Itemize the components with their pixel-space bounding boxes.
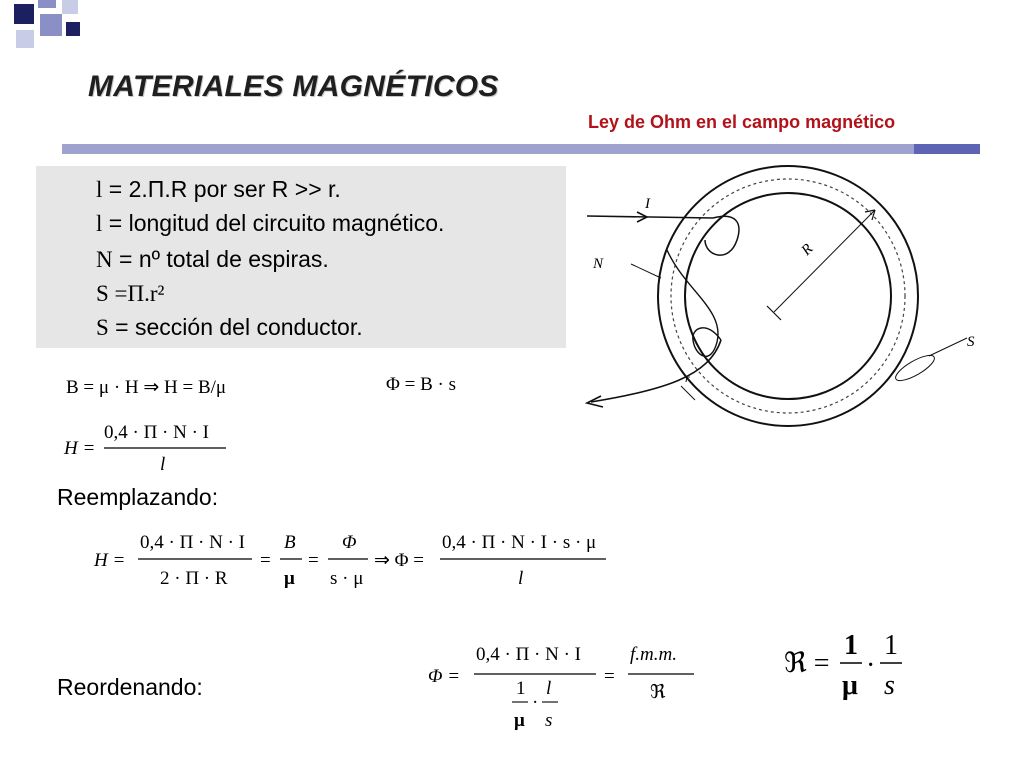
r-f4-num: 0,4 · Π · N · I · s · μ bbox=[442, 532, 597, 553]
label-section: S bbox=[967, 334, 975, 350]
definition-symbol: N bbox=[96, 247, 113, 272]
definition-symbol: l bbox=[96, 211, 103, 236]
definition-text: = longitud del circuito magnético. bbox=[102, 210, 445, 236]
label-n-leader bbox=[631, 264, 661, 278]
h-denominator: l bbox=[160, 454, 166, 475]
page-title: MATERIALES MAGNÉTICOS bbox=[88, 70, 499, 103]
reordenando-label: Reordenando: bbox=[57, 674, 203, 700]
deco-square bbox=[16, 30, 34, 48]
deco-square bbox=[40, 14, 62, 36]
r-f1-num: 0,4 · Π · N · I bbox=[140, 532, 246, 553]
current-input-wire bbox=[587, 216, 713, 218]
o-eq: = bbox=[604, 666, 615, 687]
header-divider bbox=[62, 144, 980, 154]
definition-text: = nº total de espiras. bbox=[112, 246, 329, 272]
equation-reluctance bbox=[782, 626, 912, 706]
definition-symbol: S bbox=[96, 315, 109, 340]
h-numerator: 0,4 · Π · N · I bbox=[104, 422, 210, 443]
rel-dot: · bbox=[866, 650, 876, 681]
o-den-dot: · bbox=[532, 692, 539, 713]
equation-h-fraction bbox=[60, 416, 260, 476]
o-d2-den: s bbox=[545, 710, 553, 731]
r-f3-den: s · μ bbox=[330, 568, 364, 589]
radius-center-tick bbox=[767, 306, 781, 320]
reemplazando-label: Reemplazando: bbox=[57, 484, 219, 510]
label-current: I bbox=[645, 196, 650, 212]
o-d2-num: l bbox=[546, 678, 552, 699]
definition-text: =Π.r² bbox=[108, 281, 165, 306]
definitions-box bbox=[36, 166, 566, 348]
deco-square bbox=[62, 0, 78, 14]
deco-square bbox=[66, 22, 80, 36]
rel-f1-num: 1 bbox=[844, 630, 858, 661]
rel-lhs: ℜ = bbox=[784, 648, 830, 679]
r-f3-num: Φ bbox=[342, 532, 357, 553]
definition-symbol: l bbox=[96, 177, 103, 202]
toroid-mean-path bbox=[671, 179, 905, 413]
r-implies: ⇒ Φ = bbox=[374, 550, 425, 571]
definition-text: = sección del conductor. bbox=[108, 314, 363, 340]
label-radius: R bbox=[798, 241, 817, 259]
r-lhs: H = bbox=[94, 550, 126, 571]
header-divider-accent bbox=[914, 144, 980, 154]
r-eq-a: = bbox=[260, 550, 271, 571]
toroid-outer-edge bbox=[658, 166, 918, 426]
definition-line bbox=[96, 314, 363, 341]
definition-line bbox=[96, 280, 164, 307]
o-num: 0,4 · Π · N · I bbox=[476, 644, 582, 665]
small-radius-line bbox=[681, 386, 695, 400]
label-s-leader bbox=[929, 338, 967, 356]
definition-line bbox=[96, 210, 444, 237]
label-small-r: r bbox=[685, 371, 690, 385]
rel-f2-den: s bbox=[884, 670, 895, 701]
equation-b-mu-h: B = μ · H ⇒ H = B/μ bbox=[66, 377, 227, 398]
o-rhs-num: f.m.m. bbox=[630, 644, 677, 665]
rel-f1-den: μ bbox=[842, 670, 858, 701]
o-rhs-den: ℜ bbox=[650, 682, 666, 703]
equation-reordenando bbox=[424, 636, 714, 740]
page-subtitle: Ley de Ohm en el campo magnético bbox=[588, 112, 896, 132]
deco-square bbox=[38, 0, 56, 8]
deco-square bbox=[14, 4, 34, 24]
definition-line bbox=[96, 246, 329, 273]
r-f2-num: B bbox=[284, 532, 296, 553]
radius-line bbox=[774, 210, 875, 312]
toroid-diagram bbox=[575, 160, 995, 438]
toroid-inner-edge bbox=[685, 193, 891, 399]
equation-phi-b-s: Φ = B · s bbox=[386, 374, 456, 395]
cross-section bbox=[892, 351, 937, 385]
r-f2-den: μ bbox=[284, 568, 295, 589]
o-lhs: Φ = bbox=[428, 666, 461, 687]
r-f4-den: l bbox=[518, 568, 524, 589]
h-lhs: H = bbox=[64, 438, 96, 459]
o-d1-den: μ bbox=[514, 710, 525, 731]
label-turns: N bbox=[593, 256, 604, 272]
definition-symbol: S bbox=[96, 281, 109, 306]
definition-text: = 2.Π.R por ser R >> r. bbox=[102, 176, 341, 202]
coil-turn bbox=[705, 216, 739, 255]
definition-line bbox=[96, 176, 341, 203]
r-f1-den: 2 · Π · R bbox=[160, 568, 228, 589]
o-d1-num: 1 bbox=[516, 678, 526, 699]
equation-reemplazando bbox=[88, 526, 618, 592]
rel-f2-num: 1 bbox=[884, 630, 898, 661]
r-eq-b: = bbox=[308, 550, 319, 571]
